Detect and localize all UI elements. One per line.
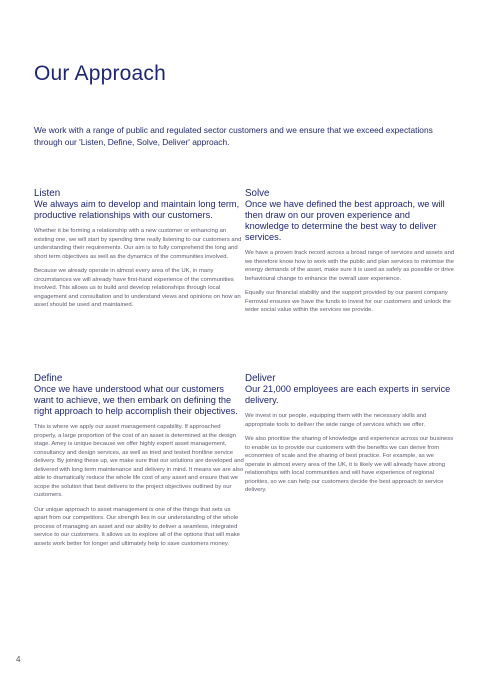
page-title: Our Approach [34, 62, 166, 85]
section-listen [34, 188, 244, 316]
section-paragraph: We also prioritise the sharing of knowledge and experience across our business to enable us to provide our customers with the benefits we can derive from economies of scale and the sharing of best practice. For example, as we operate in almost every area of the UK, it is likely we will already have strong relationships with local communities and will have experience of regional priorities, so we can help our customers decide the best approach to service delivery. [245, 436, 454, 493]
section-lead: Once we have defined the best approach, we will then draw on our proven experience and knowledge to determine the best way to deliver services. [245, 199, 445, 242]
intro-paragraph: We work with a range of public and regulated sector customers and we ensure that we exceed expectations through our 'Listen, Define, Solve, Deliver' approach. [34, 125, 433, 147]
section-heading: Listen [34, 188, 61, 199]
section-lead: Our 21,000 employees are each experts in service delivery. [245, 384, 451, 405]
section-heading: Solve [245, 188, 270, 199]
section-paragraph: Because we already operate in almost every area of the UK, in many circumstances we will already have first-hand experience of the communities involved. This allows us to build and develop relationships through local engagement and consultation and to understand views and opinions on how an asset should be used and maintained. [34, 268, 241, 308]
section-paragraph: This is where we apply our asset management capability. If approached properly, a large proportion of the cost of an asset is determined at the design stage. Amey is unique because we offer highly expert asset management, consultancy and design services, as well as tried and tested frontline service delivery. By joining these up, we make sure that our solutions are developed and delivered with long term maintenance and delivery in mind. It means we are also able to dramatically reduce the whole life cost of any asset and ensure that we scope the solution that best delivers to the project objectives outlined by our customers. [34, 424, 244, 498]
section-solve [245, 188, 455, 321]
section-lead: Once we have understood what our customers want to achieve, we then embark on defining the right approach to help accomplish their objectives. [34, 384, 238, 416]
section-lead: We always aim to develop and maintain long term, productive relationships with our customers. [34, 199, 240, 220]
section-heading: Deliver [245, 373, 276, 384]
section-deliver [245, 373, 455, 501]
section-paragraph: We have a proven track record across a broad range of services and assets and we therefore know how to work with the public and plan services to minimise the energy demands of the asset, make sure it is used as safely as possible or drive behavioural change to enhance the overall user experience. [245, 250, 455, 282]
section-paragraph: Our unique approach to asset management is one of the things that sets us apart from our competitors. Our strength lies in our understanding of the whole process of managing an asset and our ability to deliver a seamless, integrated service to our customers. It allows us to explore all of the options that will make assets work better for longer and ultimately help to save customers money. [34, 506, 240, 547]
page-number: 4 [16, 655, 21, 664]
section-paragraph: Whether it be forming a relationship with a new customer or enhancing an existing one, we will start by spending time really listening to our customers and understanding their requirements. Our aim is to fully comprehend the long and short term objectives as well as the dynamics of the communities involved. [34, 228, 242, 260]
section-paragraph: Equally our financial stability and the support provided by our parent company Ferrovial ensures we have the funds to invest for our customers and unlock the wider social value within the services we provide. [245, 290, 451, 313]
section-heading: Define [34, 373, 63, 384]
section-paragraph: We invest in our people, equipping them with the necessary skills and appropriate tools to deliver the wide range of services which we offer. [245, 413, 427, 428]
section-define [34, 373, 244, 554]
